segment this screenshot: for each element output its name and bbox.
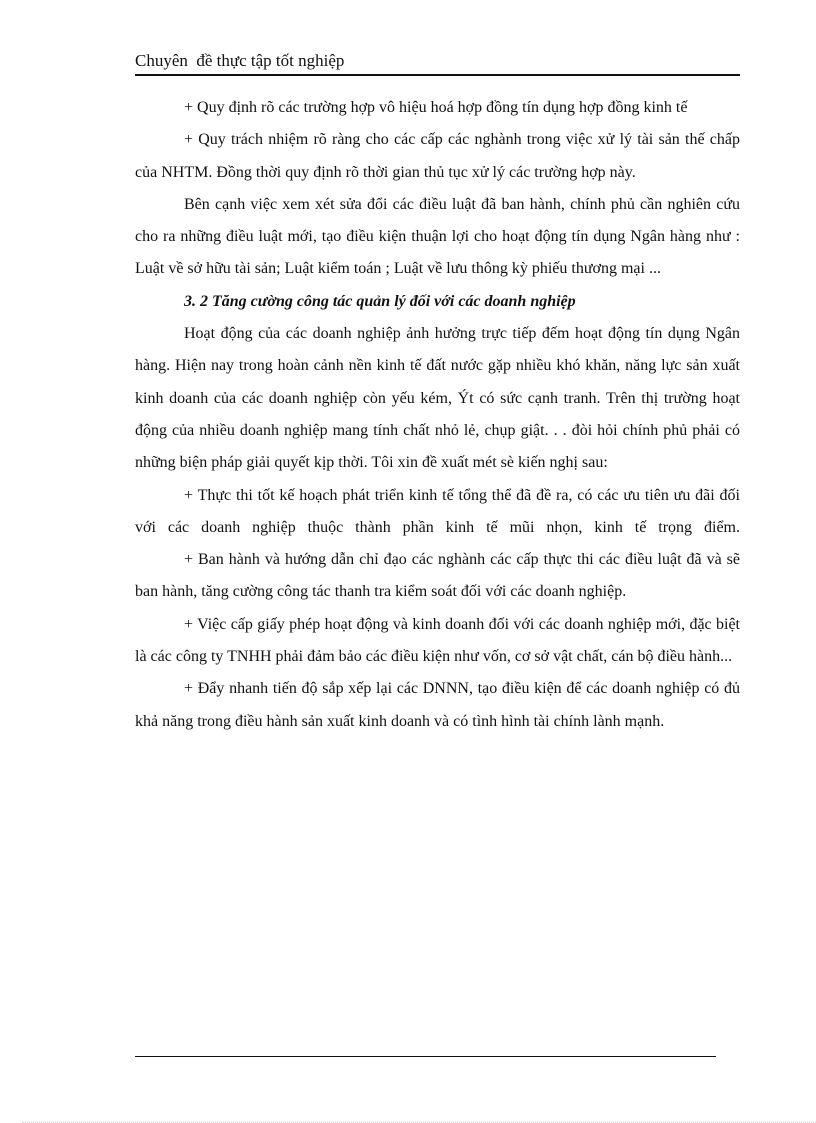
- footer-rule: [135, 1056, 716, 1057]
- paragraph-licensing: + Việc cấp giấy phép hoạt động và kinh doanh đối với các doanh nghiệp mới, đặc biệt là các công ty TNHH phải đảm bảo các điều kiện như vốn, cơ sở vật chất, cán bộ điều hành...: [135, 615, 740, 666]
- body-text: [135, 92, 740, 738]
- paragraph-economic-plan: + Thực thi tốt kế hoạch phát triển kinh tế tổng thể đã đề ra, có các ưu tiên ưu đãi đối với các doanh nghiệp thuộc thành phần kinh tế mũi nhọn, kinh tế trọng điểm.: [135, 486, 740, 536]
- header-title: Chuyên đề thực tập tốt nghiệp: [135, 51, 345, 70]
- section-heading: 3. 2 Tăng cường công tác quản lý đối với các doanh nghiệp: [184, 292, 576, 310]
- paragraph-invalid-contracts: + Quy định rõ các trường hợp vô hiệu hoá hợp đồng tín dụng hợp đồng kinh tế: [184, 99, 688, 116]
- paragraph-collateral-responsibility: + Quy trách nhiệm rõ ràng cho các cấp các nghành trong việc xử lý tài sản thế chấp của NHTM. Đồng thời quy định rõ thời gian thủ tục xử lý các trường hợp này.: [135, 131, 740, 181]
- page-header: [135, 50, 740, 76]
- paragraph-new-laws: Bên cạnh việc xem xét sửa đổi các điều luật đã ban hành, chính phủ cần nghiên cứu cho ra những điều luật mới, tạo điều kiện thuận lợi cho hoạt động tín dụng Ngân hàng như : Luật về sở hữu tài sản; Luật kiểm toán ; Luật về lưu thông kỳ phiếu thương mại ...: [135, 195, 740, 278]
- paragraph-dnnn-restructure: + Đẩy nhanh tiến độ sắp xếp lại các DNNN, tạo điều kiện để các doanh nghiệp có đủ khả năng trong điều hành sản xuất kinh doanh và có tình hình tài chính lành mạnh.: [135, 680, 740, 730]
- paragraph-guidance: + Ban hành và hướng dẫn chỉ đạo các nghành các cấp thực thi các điều luật đã và sẽ ban hành, tăng cường công tác thanh tra kiểm soát đối với các doanh nghiệp.: [135, 551, 740, 601]
- paragraph-enterprise-activity: Hoạt động của các doanh nghiệp ảnh hưởng trực tiếp đếm hoạt động tín dụng Ngân hàng. Hiện nay trong hoàn cảnh nền kinh tế đất nước gặp nhiều khó khăn, năng lực sản xuất kinh doanh của các doanh nghiệp còn yếu kém, Ýt có sức cạnh tranh. Trên thị trường hoạt động của nhiều doanh nghiệp mang tính chất nhỏ lẻ, chụp giật. . . đòi hỏi chính phủ phải có những biện pháp giải quyết kịp thời. Tôi xin đề xuất mét sè kiến nghị sau:: [135, 325, 740, 472]
